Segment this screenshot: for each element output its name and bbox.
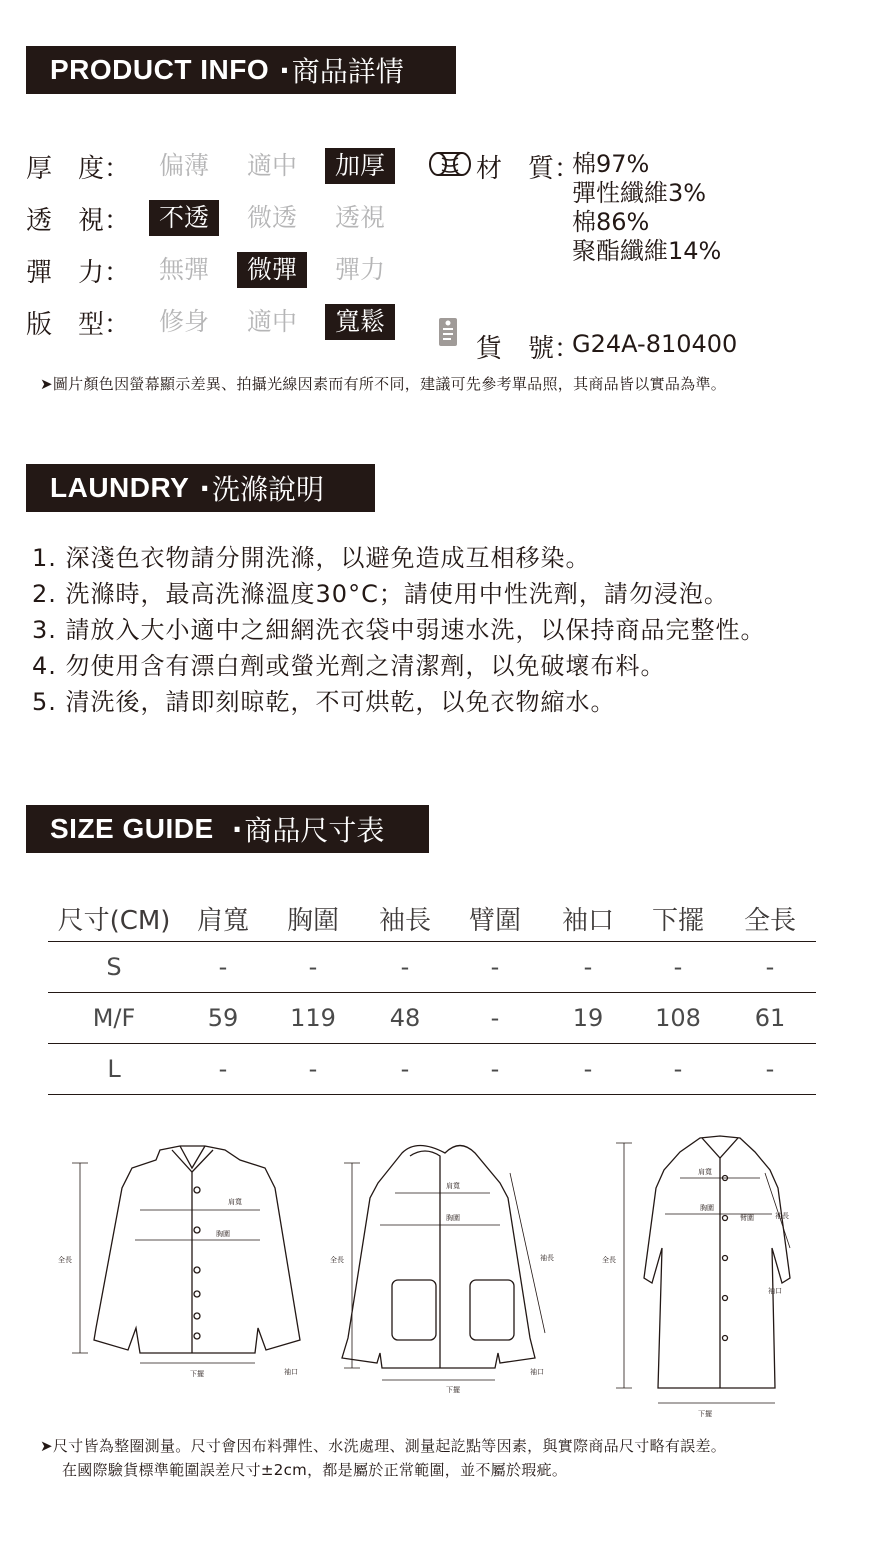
attribute-option: 修身 [158,307,209,336]
price-tag-icon [436,316,462,348]
label-chest: 胸圍 [216,1230,230,1238]
color-disclaimer: ➤圖片顏色因螢幕顯示差異、拍攝光線因素而有所不同，建議可先參考單品照，其商品皆以實品為準。 [40,375,727,393]
size-cell: - [400,953,410,981]
laundry-item: 1. 深淺色衣物請分開洗滌，以避免造成互相移染。 [32,544,591,572]
laundry-item: 2. 洗滌時，最高洗滌溫度30°C；請使用中性洗劑，請勿浸泡。 [32,580,729,608]
laundry-header-en: LAUNDRY [50,472,190,503]
size-table-row [48,993,816,1044]
label-hem: 下擺 [190,1370,204,1378]
hoodie-diagram [342,1146,535,1369]
size-column-header: 下擺 [651,905,704,936]
size-cell: - [673,953,683,981]
size-cell: - [308,1055,318,1083]
attribute-option-selected: 寬鬆 [325,304,395,340]
attribute-option-selected: 微彈 [237,252,307,288]
size-disclaimer [40,1434,726,1482]
size-cell: M/F [92,1004,136,1032]
material-values [572,150,792,266]
size-column-header: 袖長 [378,905,431,936]
label-length: 全長 [330,1256,344,1264]
size-cell: 119 [290,1004,336,1032]
size-table-row [48,942,816,993]
size-cell: 48 [389,1004,421,1032]
label-sleeve: 袖長 [540,1254,554,1262]
laundry-header-zh: 洗滌說明 [211,473,324,506]
label-length: 全長 [58,1256,72,1264]
attribute-row [26,202,404,234]
attribute-row [26,306,404,338]
attribute-label: 彈 力： [26,257,131,288]
laundry-item: 4. 勿使用含有漂白劑或螢光劑之清潔劑，以免破壞布料。 [32,652,666,680]
coat-diagram [644,1136,790,1388]
material-label: 材 質： [476,154,581,184]
size-guide-header-zh: 商品尺寸表 [244,814,385,847]
label-arm: 臂圍 [740,1214,754,1222]
material-value: 棉86% [572,208,650,236]
size-cell: - [765,1055,775,1083]
size-cell: - [490,1055,500,1083]
measurement-diagrams [30,1128,845,1418]
size-guide-header [26,805,429,853]
label-shoulder: 肩寬 [698,1168,712,1176]
attribute-option-selected: 加厚 [325,148,395,184]
attribute-option: 適中 [246,307,297,336]
size-cell: - [308,953,318,981]
laundry-header-dot: · [199,471,210,505]
laundry-item: 5. 清洗後，請即刻晾乾，不可烘乾，以免衣物縮水。 [32,688,616,716]
material-value: 棉97% [572,150,650,178]
size-cell: - [218,953,228,981]
label-hem: 下擺 [446,1386,460,1394]
label-cuff: 袖口 [768,1287,782,1295]
attribute-label: 版 型： [26,309,131,340]
size-cell: - [673,1055,683,1083]
size-disclaimer-line: 在國際驗貨標準範圍誤差尺寸±2cm，都是屬於正常範圍，並不屬於瑕疵。 [62,1461,568,1479]
size-table-header [48,895,816,942]
label-shoulder: 肩寬 [446,1182,460,1190]
attribute-option: 適中 [246,151,297,180]
label-chest: 胸圍 [700,1204,714,1212]
attribute-label: 厚 度： [26,153,131,184]
size-column-header: 全長 [743,905,796,936]
size-cell: - [218,1055,228,1083]
jacket-diagram [94,1146,300,1353]
size-column-header: 肩寬 [196,905,249,936]
attribute-row [26,254,404,286]
attribute-option: 透視 [334,203,385,232]
attribute-row [26,150,404,182]
size-cell: - [490,1004,500,1032]
size-column-header: 臂圍 [468,905,521,936]
sku-label: 貨 號： [476,334,581,364]
label-shoulder: 肩寬 [228,1198,242,1206]
size-cell: L [107,1055,121,1083]
size-column-header: 胸圍 [286,905,339,936]
size-cell: 59 [207,1004,239,1032]
label-cuff: 袖口 [284,1368,298,1376]
attribute-label: 透 視： [26,205,131,236]
label-cuff: 袖口 [530,1368,544,1376]
laundry-instructions [32,540,766,720]
size-cell: - [765,953,775,981]
laundry-header [26,464,375,512]
size-cell: - [583,953,593,981]
attribute-option-selected: 不透 [149,200,219,236]
material-value: 聚酯纖維14% [572,237,722,265]
size-table-row [48,1044,816,1095]
size-cell: - [490,953,500,981]
attribute-option: 微透 [246,203,297,232]
label-chest: 胸圍 [446,1214,460,1222]
size-cell: - [583,1055,593,1083]
size-cell: 19 [572,1004,604,1032]
attribute-option: 無彈 [158,255,209,284]
label-length: 全長 [602,1256,616,1264]
size-cell: 108 [655,1004,701,1032]
product-info-header-dot: · [279,53,290,87]
product-info-header-en: PRODUCT INFO [50,54,270,85]
product-info-header-zh: 商品詳情 [291,55,404,88]
size-table [48,895,816,1095]
size-column-header: 袖口 [561,905,614,936]
sku-value: G24A-810400 [572,330,738,358]
product-info-header [26,46,456,94]
thread-spool-icon [428,150,472,178]
size-cell: 61 [754,1004,786,1032]
size-disclaimer-line: ➤尺寸皆為整圈測量。尺寸會因布料彈性、水洗處理、測量起訖點等因素，與實際商品尺寸略有誤差。 [40,1437,727,1455]
size-column-header: 尺寸(CM) [57,905,171,936]
material-value: 彈性纖維3% [572,179,707,207]
size-guide-header-dot: · [231,812,243,846]
size-cell: S [106,953,122,981]
laundry-item: 3. 請放入大小適中之細網洗衣袋中弱速水洗，以保持商品完整性。 [32,616,766,644]
attribute-option: 偏薄 [158,151,209,180]
size-cell: - [400,1055,410,1083]
attribute-option: 彈力 [334,255,385,284]
label-hem: 下擺 [698,1410,712,1418]
size-guide-header-en: SIZE GUIDE [50,813,214,844]
label-sleeve: 袖長 [775,1212,789,1220]
